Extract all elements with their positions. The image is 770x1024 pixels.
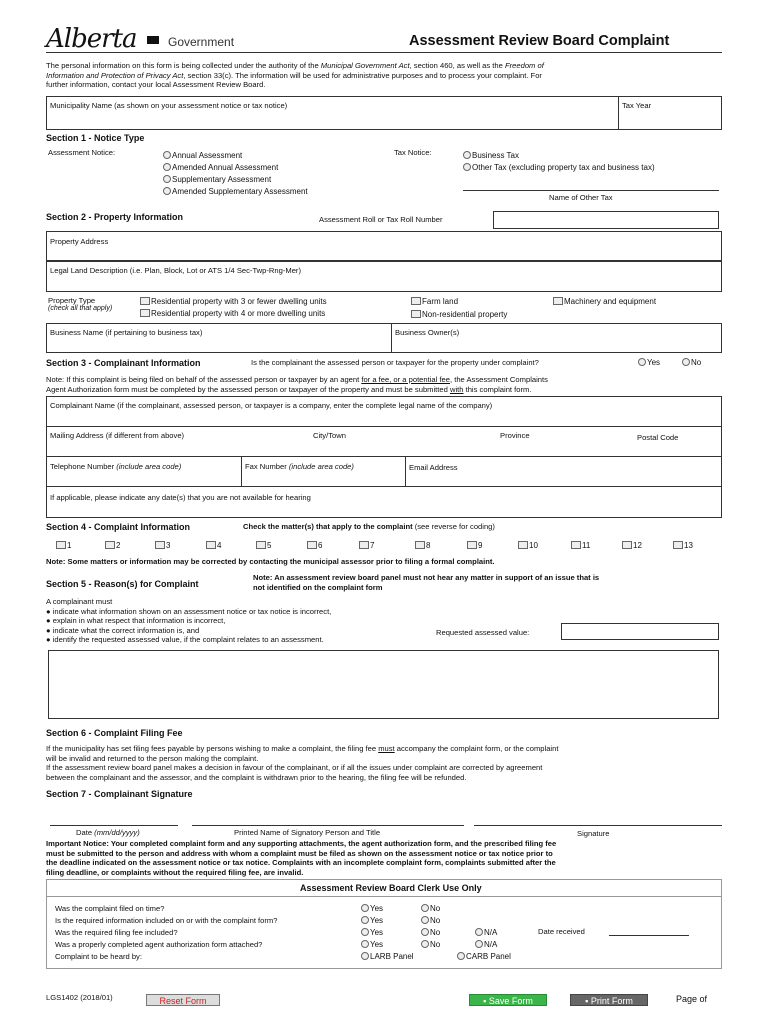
checkbox-icon[interactable]	[307, 541, 317, 549]
requested-value-input[interactable]	[561, 623, 719, 640]
roll-number-label: Assessment Roll or Tax Roll Number	[319, 215, 443, 224]
q3-na[interactable]: N/A	[475, 928, 497, 937]
matter-5[interactable]: 5	[256, 541, 271, 550]
section4-instruction: Check the matter(s) that apply to the complaint (see reverse for coding)	[243, 522, 495, 531]
signature-line[interactable]	[474, 825, 722, 826]
page-title: Assessment Review Board Complaint	[409, 33, 670, 49]
q2-no[interactable]: No	[421, 916, 440, 925]
section2-title: Section 2 - Property Information	[46, 212, 184, 222]
alberta-logo: Alberta	[46, 24, 137, 54]
heard-by-carb[interactable]: CARB Panel	[457, 952, 511, 961]
matter-3[interactable]: 3	[155, 541, 170, 550]
important-notice: Important Notice: Your completed complaint form and any supporting attachments, the agent authorization form, and the prescribed filing fee must be submitted to the person and address with whom a complaint must be filed as shown on the assessment notice or tax notice prior to the deadline indicated on the assessment notice or tax notice. Complaints with an incomplete complaint form, complaints submitted after the filing deadline, or complaints without the required filing fee, are invalid.	[46, 839, 557, 877]
type-non-residential[interactable]: Non-residential property	[411, 310, 507, 319]
checkbox-icon[interactable]	[140, 309, 150, 317]
type-residential-4-or-more[interactable]: Residential property with 4 or more dwelling units	[140, 309, 325, 318]
checkbox-icon[interactable]	[256, 541, 266, 549]
legal-land-field[interactable]: Legal Land Description (i.e. Plan, Block, Lot or ATS 1/4 Sec-Twp-Rng-Mer)	[46, 261, 722, 292]
radio-icon[interactable]	[421, 928, 429, 936]
q1-no[interactable]: No	[421, 904, 440, 913]
radio-icon[interactable]	[475, 928, 483, 936]
government-label: Government	[168, 35, 235, 49]
section3-title: Section 3 - Complainant Information	[46, 358, 201, 368]
clerk-q3: Was the required filing fee included?	[55, 928, 178, 937]
filing-fee-text: If the municipality has set filing fees payable by persons wishing to make a complaint, the filing fee must accompany the complaint form, or the complaint will be invalid and returned to the person making the complaint. If the assessment review board panel makes a decision in favour of the complainant, or if all the issues under complaint are corrected by agreement between the complainant and the assessor, and the complaint is withdrawn prior to the hearing, the filing fee will be refunded.	[46, 744, 559, 782]
matter-2[interactable]: 2	[105, 541, 120, 550]
matter-9[interactable]: 9	[467, 541, 482, 550]
radio-icon[interactable]	[682, 358, 690, 366]
form-code: LGS1402 (2018/01)	[46, 993, 113, 1002]
matter-7[interactable]: 7	[359, 541, 374, 550]
fax-field[interactable]: Fax Number (include area code)	[241, 456, 406, 487]
property-type-label: Property Type	[48, 296, 96, 305]
radio-icon[interactable]	[421, 916, 429, 924]
checkbox-icon[interactable]	[359, 541, 369, 549]
radio-icon[interactable]	[463, 163, 471, 171]
matter-11[interactable]: 11	[571, 541, 590, 550]
save-icon: ▪	[483, 996, 487, 1006]
type-machinery[interactable]: Machinery and equipment	[553, 297, 656, 306]
printer-icon: ▪	[585, 996, 589, 1006]
checkbox-icon[interactable]	[155, 541, 165, 549]
complainant-requirements: A complainant must ● indicate what information shown on an assessment notice or tax notice is incorrect, ● explain in what respect that information is incorrect, ● indicate what the correct information is, and ● identify the requested assessed value, if the complaint relates to an assessment.	[46, 597, 332, 645]
bullet-icon: ●	[46, 606, 51, 616]
checkbox-icon[interactable]	[140, 297, 150, 305]
option-annual-assessment[interactable]: Annual Assessment	[163, 151, 242, 160]
complainant-yes[interactable]: Yes	[638, 358, 660, 367]
requested-value-label: Requested assessed value:	[436, 628, 530, 637]
checkbox-icon[interactable]	[411, 297, 421, 305]
q4-no[interactable]: No	[421, 940, 440, 949]
section7-title: Section 7 - Complainant Signature	[46, 789, 193, 799]
q2-yes[interactable]: Yes	[361, 916, 383, 925]
option-amended-supplementary[interactable]: Amended Supplementary Assessment	[163, 187, 308, 196]
date-line[interactable]	[50, 825, 178, 826]
radio-icon[interactable]	[421, 904, 429, 912]
logo-mark	[147, 36, 159, 44]
matter-8[interactable]: 8	[415, 541, 430, 550]
date-received-label: Date received	[538, 927, 585, 936]
radio-icon[interactable]	[163, 151, 171, 159]
radio-icon[interactable]	[361, 952, 369, 960]
business-name-field[interactable]: Business Name (if pertaining to business tax)	[46, 323, 392, 353]
municipality-field[interactable]: Municipality Name (as shown on your assessment notice or tax notice)	[46, 96, 619, 130]
email-field[interactable]: Email Address	[405, 456, 722, 487]
other-tax-line[interactable]	[463, 190, 719, 191]
heard-by-larb[interactable]: LARB Panel	[361, 952, 414, 961]
reset-form-button[interactable]: Reset Form	[146, 994, 220, 1006]
privacy-notice: The personal information on this form is being collected under the authority of the Municipal Government Act, section 460, as well as the Freedom of Information and Protection of Privacy Act, section 33(c). The information will be used for administrative purposes and to process your complaint. For further information, contact your local Assessment Review Board.	[46, 61, 544, 90]
matter-4[interactable]: 4	[206, 541, 221, 550]
q4-yes[interactable]: Yes	[361, 940, 383, 949]
section5-note: Note: An assessment review board panel must not hear any matter in support of an issue that is not identified on the complaint form	[253, 573, 600, 592]
radio-icon[interactable]	[475, 940, 483, 948]
checkbox-icon[interactable]	[56, 541, 66, 549]
signature-label: Signature	[577, 829, 610, 838]
radio-icon[interactable]	[361, 904, 369, 912]
option-business-tax[interactable]: Business Tax	[463, 151, 519, 160]
section4-note: Note: Some matters or information may be corrected by contacting the municipal assessor prior to filing a formal complaint.	[46, 557, 495, 566]
complainant-question: Is the complainant the assessed person or taxpayer for the property under complaint?	[251, 358, 539, 367]
check-all-hint: (check all that apply)	[48, 305, 113, 312]
tax-year-field[interactable]: Tax Year	[618, 96, 722, 130]
q3-no[interactable]: No	[421, 928, 440, 937]
date-received-line[interactable]	[609, 935, 689, 936]
q3-yes[interactable]: Yes	[361, 928, 383, 937]
business-owner-field[interactable]: Business Owner(s)	[391, 323, 722, 353]
printed-name-label: Printed Name of Signatory Person and Title	[234, 828, 381, 837]
option-supplementary[interactable]: Supplementary Assessment	[163, 175, 271, 184]
type-farm-land[interactable]: Farm land	[411, 297, 458, 306]
bullet-icon: ●	[46, 625, 51, 635]
bullet-icon: ●	[46, 635, 51, 645]
printed-name-line[interactable]	[192, 825, 464, 826]
type-residential-3-or-fewer[interactable]: Residential property with 3 or fewer dwelling units	[140, 297, 327, 306]
date-label: Date (mm/dd/yyyy)	[76, 828, 140, 837]
section6-title: Section 6 - Complaint Filing Fee	[46, 728, 183, 738]
checkbox-icon[interactable]	[673, 541, 683, 549]
section4-title: Section 4 - Complaint Information	[46, 522, 191, 532]
checkbox-icon[interactable]	[622, 541, 632, 549]
unavailable-dates-field[interactable]: If applicable, please indicate any date(s) that you are not available for hearing	[46, 486, 722, 518]
property-address-field[interactable]: Property Address	[46, 231, 722, 261]
option-amended-annual[interactable]: Amended Annual Assessment	[163, 163, 278, 172]
save-form-button[interactable]: ▪ Save Form	[469, 994, 547, 1006]
matter-6[interactable]: 6	[307, 541, 322, 550]
complainant-no[interactable]: No	[682, 358, 701, 367]
complainant-name-field[interactable]: Complainant Name (if the complainant, assessed person, or taxpayer is a company, enter the complete legal name of the company)	[46, 396, 722, 427]
other-tax-label: Name of Other Tax	[549, 193, 613, 202]
checkbox-icon[interactable]	[553, 297, 563, 305]
clerk-q2: Is the required information included on or with the complaint form?	[55, 916, 278, 925]
radio-icon[interactable]	[361, 916, 369, 924]
matter-13[interactable]: 13	[673, 541, 693, 550]
radio-icon[interactable]	[421, 940, 429, 948]
assessment-notice-label: Assessment Notice:	[48, 148, 116, 157]
radio-icon[interactable]	[457, 952, 465, 960]
clerk-q1: Was the complaint filed on time?	[55, 904, 165, 913]
page-number: Page of	[676, 994, 708, 1004]
radio-icon[interactable]	[163, 163, 171, 171]
checkbox-icon[interactable]	[571, 541, 581, 549]
radio-icon[interactable]	[361, 928, 369, 936]
radio-icon[interactable]	[163, 175, 171, 183]
clerk-title: Assessment Review Board Clerk Use Only	[300, 883, 482, 893]
telephone-field[interactable]: Telephone Number (include area code)	[46, 456, 242, 487]
agent-note: Note: If this complaint is being filed on behalf of the assessed person or taxpayer by an agent for a fee, or a potential fee, the Assessment Complaints Agent Authorization form must be completed by the assessed person or taxpayer of the property and must be submitted with this complaint form.	[46, 375, 548, 394]
checkbox-icon[interactable]	[467, 541, 477, 549]
radio-icon[interactable]	[163, 187, 171, 195]
print-form-button[interactable]: ▪ Print Form	[570, 994, 648, 1006]
matter-10[interactable]: 10	[518, 541, 538, 550]
section1-title: Section 1 - Notice Type	[46, 133, 145, 143]
checkbox-icon[interactable]	[518, 541, 528, 549]
matter-1[interactable]: 1	[56, 541, 71, 550]
checkbox-icon[interactable]	[206, 541, 216, 549]
section5-title: Section 5 - Reason(s) for Complaint	[46, 579, 199, 589]
reasons-textarea[interactable]	[48, 650, 719, 719]
q4-na[interactable]: N/A	[475, 940, 497, 949]
radio-icon[interactable]	[361, 940, 369, 948]
checkbox-icon[interactable]	[105, 541, 115, 549]
tax-notice-label: Tax Notice:	[394, 148, 432, 157]
radio-icon[interactable]	[638, 358, 646, 366]
option-other-tax[interactable]: Other Tax (excluding property tax and business tax)	[463, 163, 655, 172]
matter-12[interactable]: 12	[622, 541, 642, 550]
checkbox-icon[interactable]	[415, 541, 425, 549]
checkbox-icon[interactable]	[411, 310, 421, 318]
roll-number-input[interactable]	[493, 211, 719, 229]
mailing-address-field[interactable]: Mailing Address (if different from above) City/Town Province Postal Code	[46, 426, 722, 457]
radio-icon[interactable]	[463, 151, 471, 159]
bullet-icon: ●	[46, 616, 51, 626]
clerk-q4: Was a properly completed agent authorization form attached?	[55, 940, 263, 949]
clerk-q5: Complaint to be heard by:	[55, 952, 142, 961]
q1-yes[interactable]: Yes	[361, 904, 383, 913]
